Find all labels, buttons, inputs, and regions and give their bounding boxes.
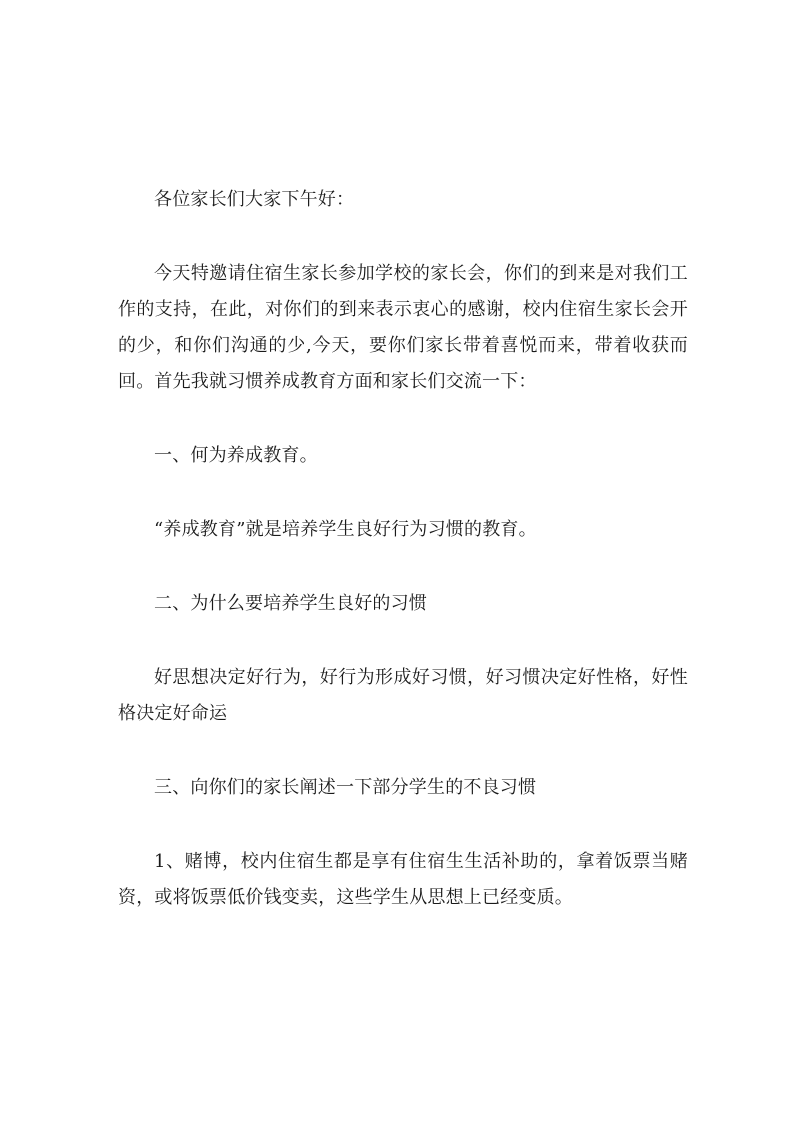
paragraph-spacer xyxy=(118,732,688,770)
section-heading-1: 一、何为养成教育。 xyxy=(154,445,318,466)
paragraph-spacer xyxy=(118,218,688,256)
document-body xyxy=(118,182,688,916)
definition-paragraph: “养成教育”就是培养学生良好行为习惯的教育。 xyxy=(154,519,537,540)
section-heading-2: 二、为什么要培养学生良好的习惯 xyxy=(154,593,427,614)
paragraph-spacer xyxy=(118,548,688,586)
bad-habit-item-1: 1、赌博，校内住宿生都是享有住宿生生活补助的，拿着饭票当赌资，或将饭票低价钱变卖，这些学生从思想上已经变质。 xyxy=(118,851,688,908)
paragraph-spacer xyxy=(118,474,688,512)
intro-paragraph: 今天特邀请住宿生家长参加学校的家长会，你们的到来是对我们工作的支持，在此，对你们的到来表示衷心的感谢，校内住宿生家长会开的少，和你们沟通的少,今天，要你们家长带着喜悦而来，带着收获而回。首先我就习惯养成教育方面和家长们交流一下： xyxy=(118,263,688,392)
habits-paragraph: 好思想决定好行为，好行为形成好习惯，好习惯决定好性格，好性格决定好命运 xyxy=(118,667,688,724)
section-heading-3: 三、向你们的家长阐述一下部分学生的不良习惯 xyxy=(154,777,537,798)
paragraph-spacer xyxy=(118,400,688,438)
paragraph-spacer xyxy=(118,622,688,660)
paragraph-spacer xyxy=(118,806,688,844)
greeting: 各位家长们大家下午好： xyxy=(154,189,355,210)
